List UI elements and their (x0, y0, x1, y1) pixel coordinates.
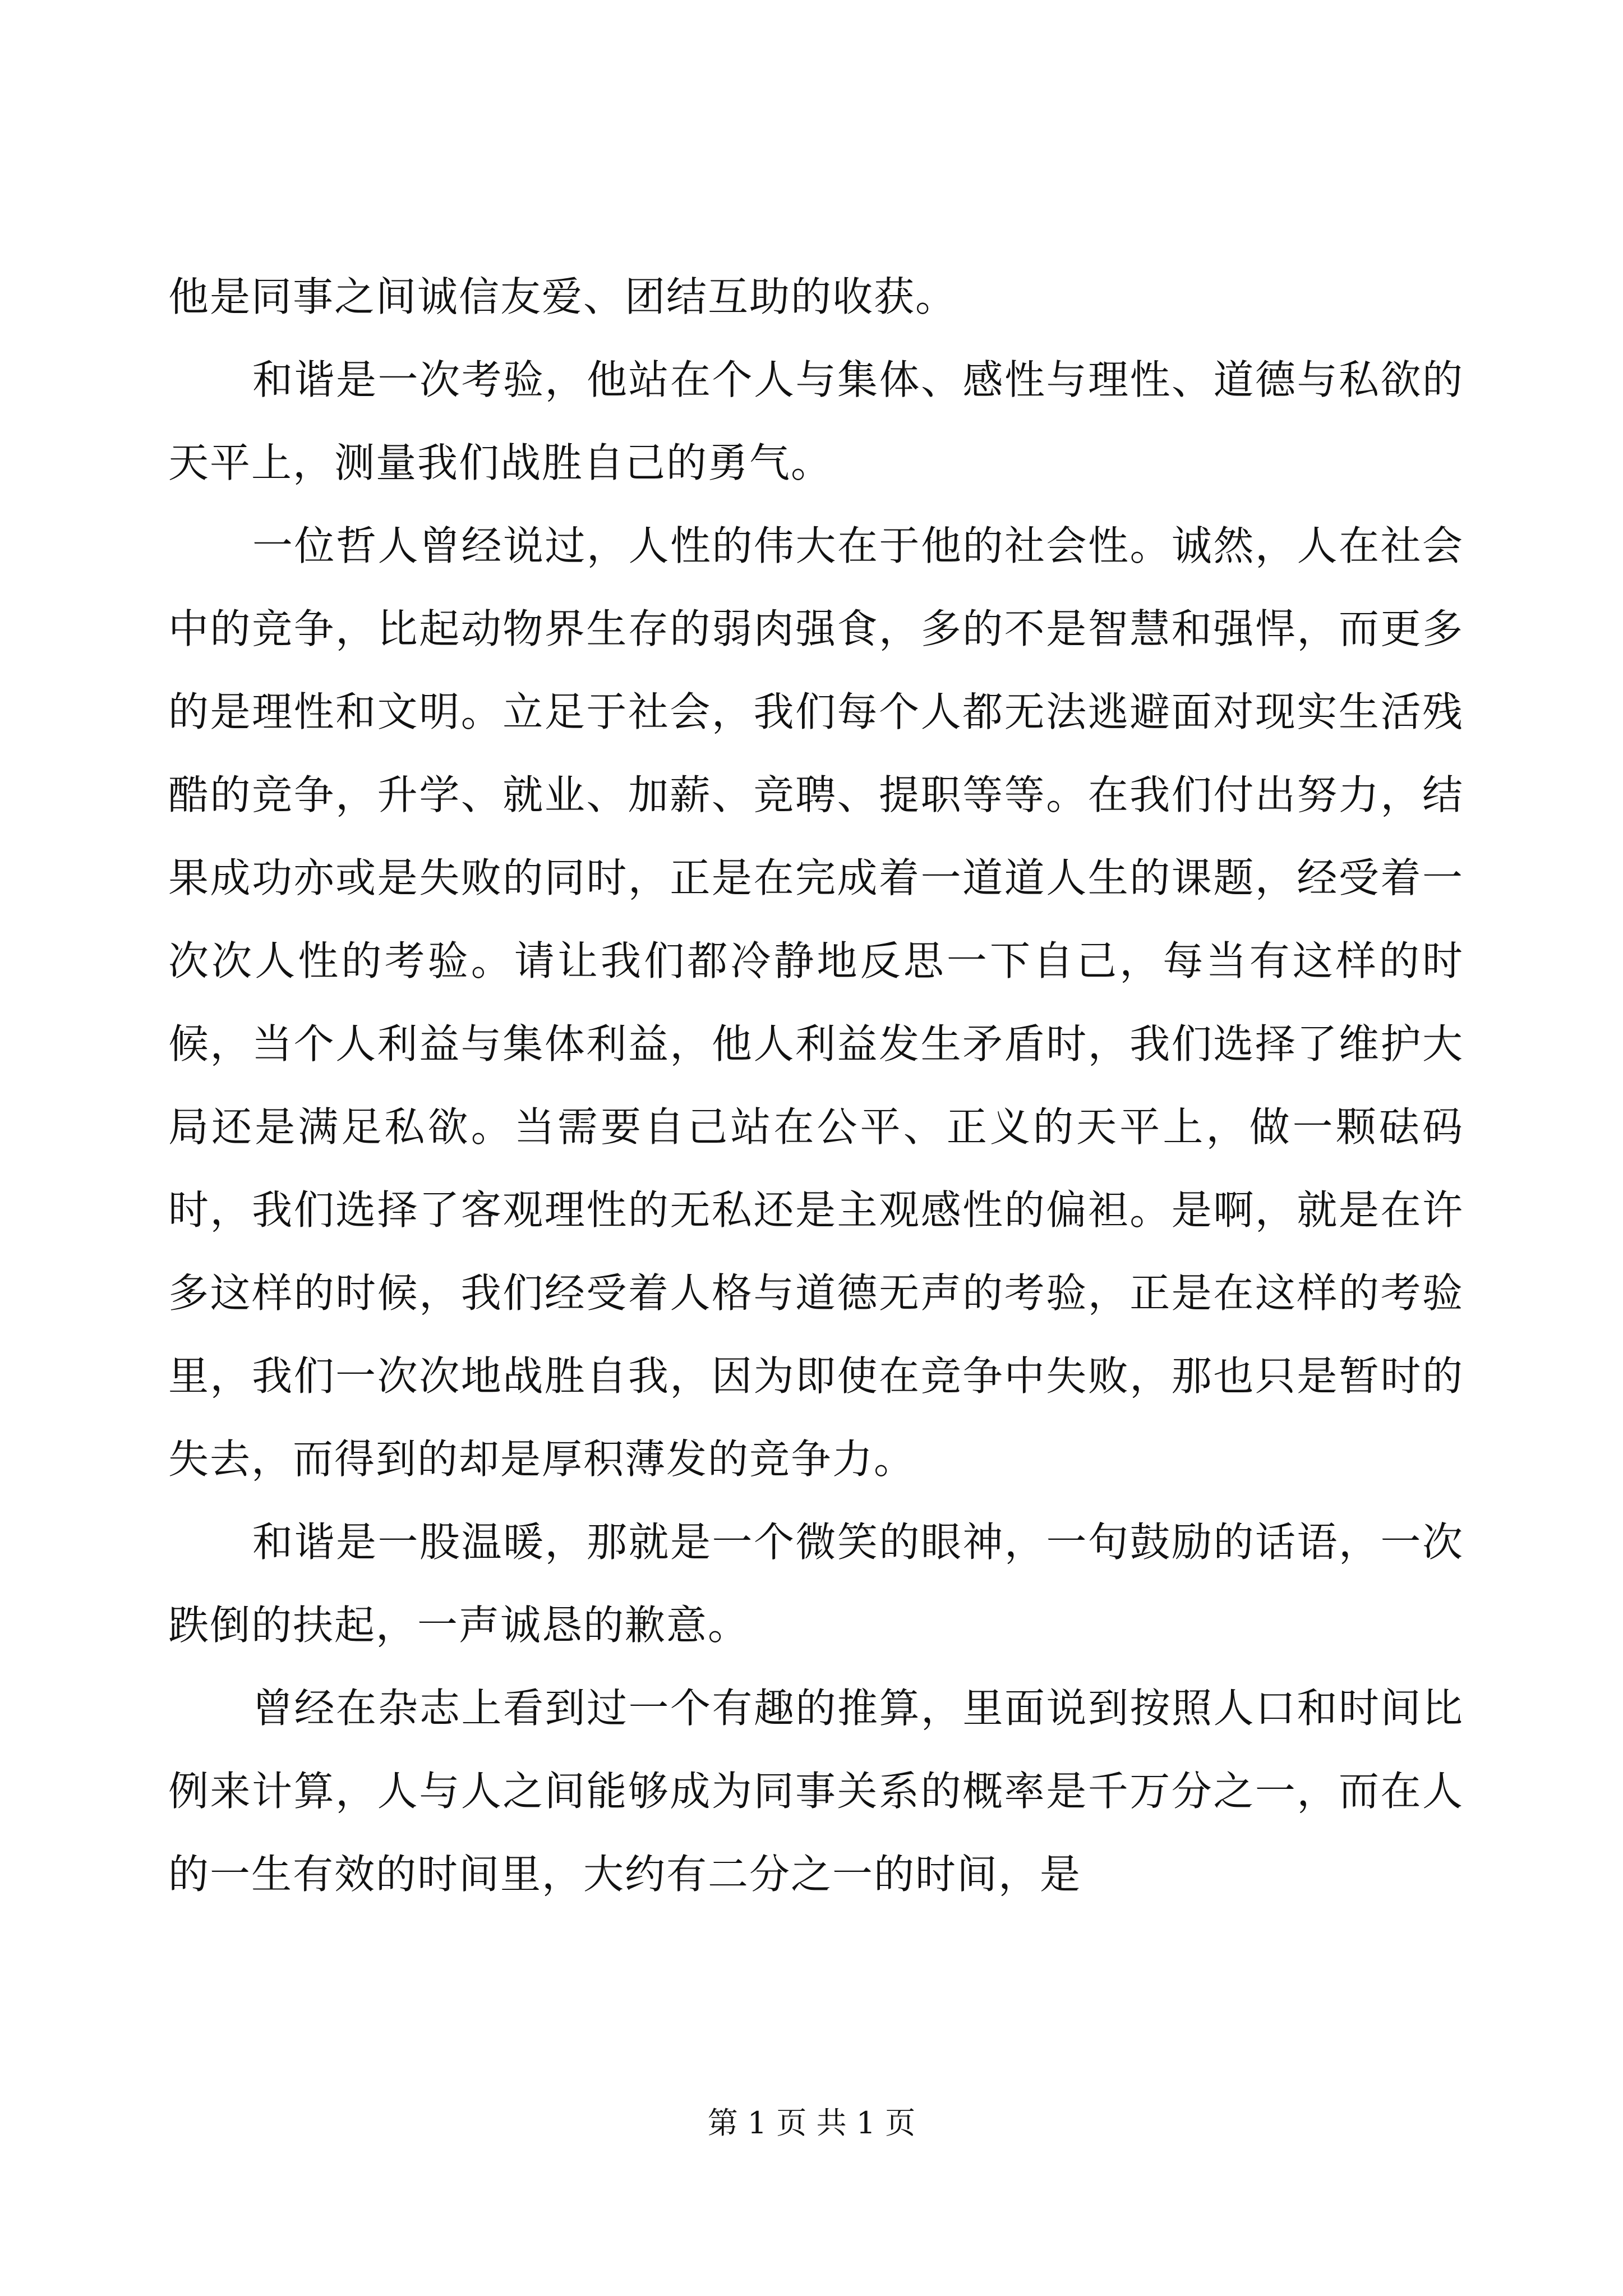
page-footer (0, 2104, 1623, 2143)
paragraph-2: 和谐是一次考验，他站在个人与集体、感性与理性、道德与私欲的天平上，测量我们战胜自己的勇气。 (168, 356, 1464, 486)
page-number-label: 第 1 页 共 1 页 (707, 2105, 916, 2141)
paragraph-4: 和谐是一股温暖，那就是一个微笑的眼神，一句鼓励的话语，一次跌倒的扶起，一声诚恳的歉意。 (168, 1519, 1464, 1649)
paragraph-1: 他是同事之间诚信友爱、团结互助的收获。 (168, 273, 957, 320)
paragraph-3: 一位哲人曾经说过，人性的伟大在于他的社会性。诚然，人在社会中的竞争，比起动物界生存的弱肉强食，多的不是智慧和强悍，而更多的是理性和文明。立足于社会，我们每个人都无法逃避面对现实生活残酷的竞争，升学、就业、加薪、竞聘、提职等等。在我们付出努力，结果成功亦或是失败的同时，正是在完成着一道道人生的课题，经受着一次次人性的考验。请让我们都冷静地反思一下自己，每当有这样的时候，当个人利益与集体利益，他人利益发生矛盾时，我们选择了维护大局还是满足私欲。当需要自己站在公平、正义的天平上，做一颗砝码时，我们选择了客观理性的无私还是主观感性的偏袒。是啊，就是在许多这样的时候，我们经受着人格与道德无声的考验，正是在这样的考验里，我们一次次地战胜自我，因为即使在竞争中失败，那也只是暂时的失去，而得到的却是厚积薄发的竞争力。 (168, 522, 1464, 1483)
paragraph-5: 曾经在杂志上看到过一个有趣的推算，里面说到按照人口和时间比例来计算，人与人之间能够成为同事关系的概率是千万分之一，而在人的一生有效的时间里，大约有二分之一的时间，是 (168, 1685, 1464, 1898)
document-body (168, 255, 1464, 1916)
